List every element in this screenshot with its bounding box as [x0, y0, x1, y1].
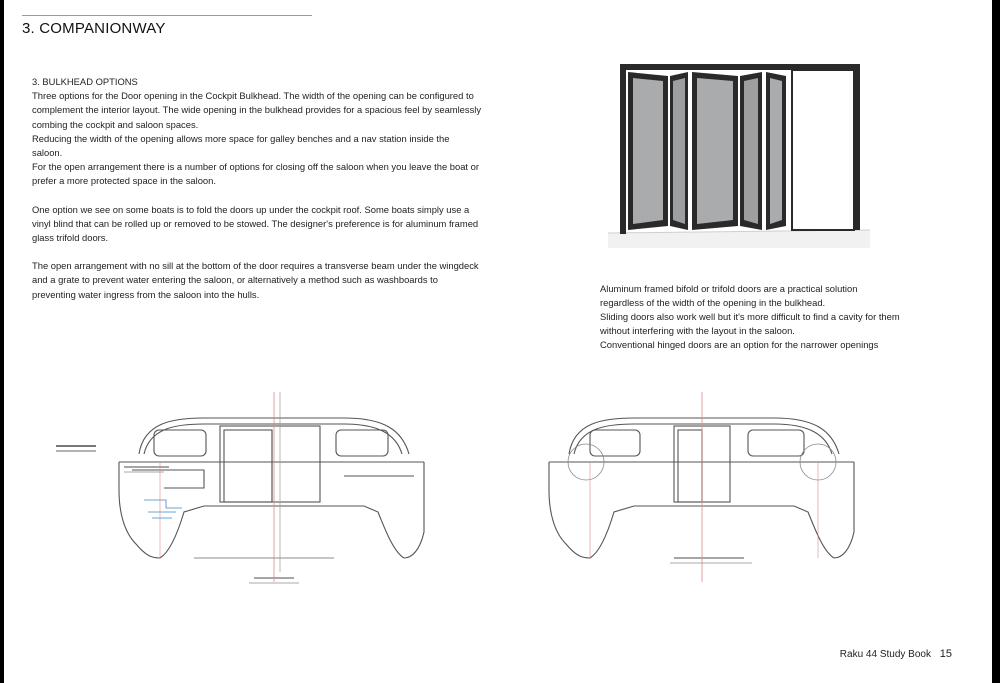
door-glass-4: [744, 78, 758, 224]
paragraph-3: For the open arrangement there is a number of options for closing off the saloon when you leave the boat or prefer a more protected space in the saloon.: [32, 161, 479, 187]
door-glass-5: [770, 78, 782, 224]
paragraph-1: Three options for the Door opening in the Cockpit Bulkhead. The width of the opening can be configured to complement the interior layout. The wide opening in the bulkhead provides for a spacious feel by seamlessly combing the cockpit and saloon spaces.: [32, 90, 482, 130]
paragraph-5: The open arrangement with no sill at the bottom of the door requires a transverse beam under the wingdeck and a grate to prevent water entering the saloon, or alternatively a method such as washboards to preventing water ingress from the saloon into the hulls.: [32, 260, 479, 300]
paragraph-gap: [32, 245, 482, 259]
port-hull: [549, 462, 590, 558]
bridgedeck-underside: [160, 506, 404, 558]
section-title: 3. BULKHEAD OPTIONS: [32, 76, 138, 87]
bifold-door-image: [608, 58, 870, 248]
bridgedeck-underside: [590, 506, 834, 558]
document-page: [4, 0, 992, 683]
port-hull: [119, 462, 160, 558]
door-glass-2: [673, 78, 685, 224]
window-port: [590, 430, 640, 456]
section-drawing-wide-opening: [56, 392, 424, 583]
caption-line-2: Sliding doors also work well but it's more difficult to find a cavity for them without interfering with the layout in the saloon.: [600, 311, 900, 336]
paragraph-2: Reducing the width of the opening allows more space for galley benches and a nav station inside the saloon.: [32, 132, 450, 159]
bulkhead-section-drawings: [44, 382, 924, 592]
page-title: 3. COMPANIONWAY: [22, 20, 166, 37]
image-caption: [600, 282, 900, 352]
annotation-blue: [144, 500, 182, 518]
cabin-roof: [569, 418, 839, 454]
book-title: Raku 44 Study Book: [839, 649, 931, 660]
paragraph-4: One option we see on some boats is to fold the doors up under the cockpit roof. Some boats simply use a vinyl blind that can be rolled up or removed to be stowed. The designer's preference is for aluminum framed glass trifold doors.: [32, 203, 479, 244]
section-drawing-narrow-opening: [549, 392, 854, 582]
door-glass-3: [697, 78, 733, 224]
window-port: [154, 430, 206, 456]
door-glass-1: [633, 78, 663, 224]
window-starboard: [748, 430, 804, 456]
caption-line-1: Aluminum framed bifold or trifold doors are a practical solution regardless of the width of the opening in the bulkhead.: [600, 283, 858, 308]
caption-line-3: Conventional hinged doors are an option for the narrower openings: [600, 339, 879, 350]
body-text: [32, 75, 482, 302]
door-opening: [792, 70, 854, 230]
door-frame-left: [620, 64, 626, 234]
paragraph-gap: [32, 189, 482, 203]
window-starboard: [336, 430, 388, 456]
door-outline: [220, 426, 320, 502]
header-rule: [22, 15, 312, 16]
page-footer: [840, 648, 952, 660]
starboard-hull: [834, 462, 854, 558]
page-number: 15: [939, 648, 952, 660]
